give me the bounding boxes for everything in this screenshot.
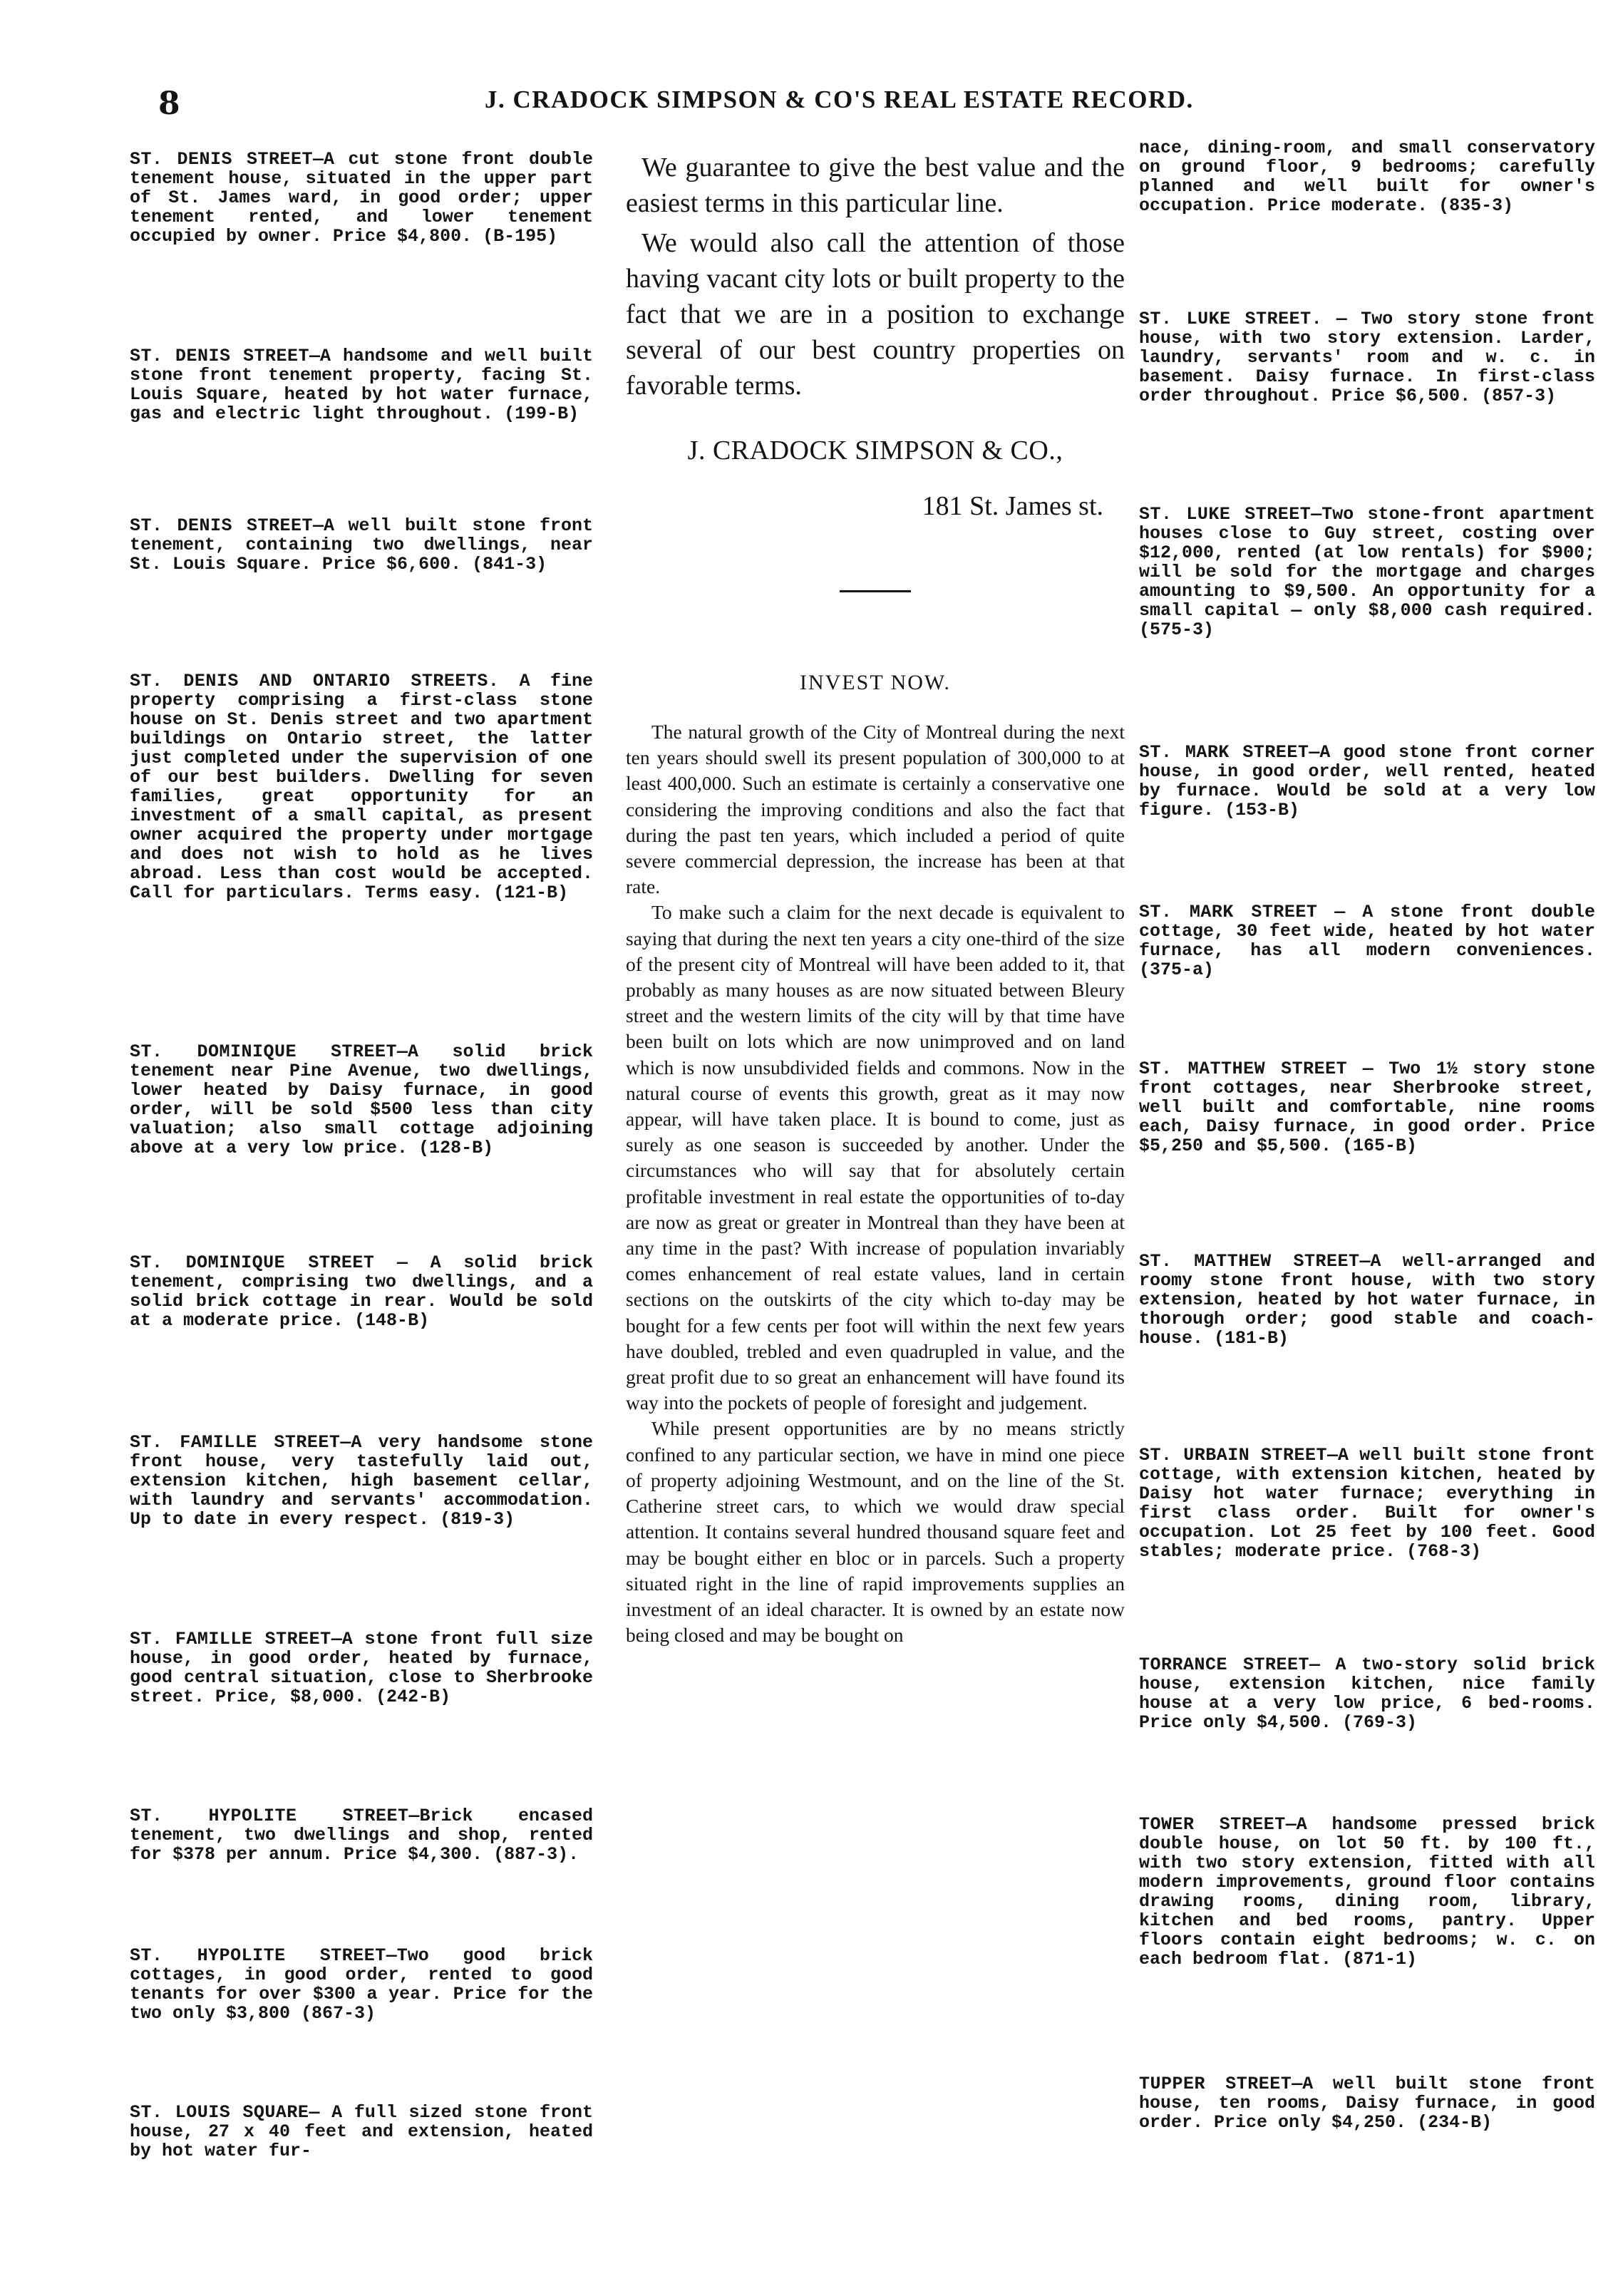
listing [130,671,593,902]
company-name: J. CRADOCK SIMPSON & CO., [687,436,1063,465]
listing [1139,2074,1595,2132]
listing-street: ST. MARK STREET [1139,902,1318,922]
listing-text: —A handsome pressed brick double house, on lot 50 ft. by 100 ft., with two story extension, fitted with all modern improvements, ground floor contains drawing rooms, dining room, library, kitchen and bed rooms, pantry. Upper floors contain eight bedrooms; w. c. on each bedroom flat. (871-1) [1139,1814,1596,1970]
listing [130,2103,593,2161]
invest-paragraph: While present opportunities are by no means strictly confined to any particular section, we have in mind one piece of property adjoining Westmount, and on the line of the St. Catherine street cars, to which we would draw special attention. It contains several hundred thousand square feet and may be bought either en bloc or in parcels. Such a property situated right in the line of rapid improvements supplies an investment of an ideal character. It is owned by an estate now being closed and may be bought on [626,1417,1125,1647]
listing [130,150,593,246]
listing-text: —A handsome and well built stone front tenement property, facing St. Louis Square, heated by hot water furnace, gas and electric light throughout. (199-B) [130,346,593,424]
listing-text: —A good stone front corner house, in good order, well rented, heated by furnace. Would be sold at a very low figure. (153-B) [1139,742,1595,820]
listing-street: TORRANCE STREET [1139,1654,1310,1675]
page-number: 8 [158,86,180,122]
listing-text: —A well built stone front cottage, with extension kitchen, heated by Daisy hot water furnace; everything in first class order. Built for owner's occupation. Lot 25 feet by 100 feet. Good stables; moderate price. (768-3) [1139,1445,1596,1562]
invest-paragraph: To make such a claim for the next decade is equivalent to saying that during the next ten years a city one-third of the size of the present city of Montreal will have been added to it, that probably as many houses as are now situated between Bleury street and the western limits of the city will by that time have been built on lots which are now unimproved and on land which is now unsubdivided fields and commons. Now in the natural course of events this growth, great as it may now appear, will have taken place. It is bound to come, just as surely as one season is succeeded by another. Under the circumstances who will say that for absolutely certain profitable investment in real estate the opportunities of to-day are now as great or greater in Montreal than they have been at any time in the past? With increase of population invariably comes enhancement of real estate values, land in certain sections on the outskirts of the city which to-day may be bought for a few cents per foot will within the next few years have doubled, trebled and even quadrupled in value, and the great profit due to so great an enhancement will have found its way into the pockets of people of foresight and judgement. [626,901,1125,1414]
invest-paragraph: The natural growth of the City of Montreal during the next ten years should swell its present population of 300,000 to at least 400,000. Such an estimate is certainly a conservative one considering the improving conditions and also the fact that during the past ten years, which included a period of quite severe commercial depression, the increase has been at that rate. [626,721,1125,898]
listing-street: ST. URBAIN STREET [1139,1445,1328,1466]
listing-street: ST. FAMILLE STREET [130,1432,341,1453]
listing-street: ST. MATTHEW STREET [1139,1059,1348,1079]
listing-street: ST. DENIS STREET [130,346,309,366]
listing-street: ST. DENIS STREET [130,515,314,536]
listing-text: —A well-arranged and roomy stone front house, with two story extension, heated by hot water furnace, in thorough order; good stable and coach-house. (181-B) [1139,1251,1595,1349]
listing [130,516,593,574]
company-address: 181 St. James st. [922,491,1103,521]
listing-street: ST. DENIS STREET [130,149,314,170]
listing-street: ST. HYPOLITE STREET [130,1945,386,1966]
listing-text: — Two 1½ story stone front cottages, near Sherbrooke street, well built and comfortable, nine rooms each, Daisy furnace, in good order. Price $5,250 and $5,500. (165-B) [1139,1059,1595,1156]
listing-street: ST. FAMILLE STREET [130,1629,331,1649]
listing-text: —A well built stone front tenement, containing two dwellings, near St. Louis Square. Price $6,600. (841-3) [130,515,594,575]
listing-street: TUPPER STREET [1139,2074,1292,2094]
listing-text: — A solid brick tenement, comprising two dwellings, and a solid brick cottage in rear. Would be sold at a moderate price. (148-B) [130,1252,593,1331]
listing [130,1253,593,1330]
listing-street: ST. LUKE STREET. [1139,309,1323,329]
listing-text: —Two stone-front apartment houses close to Guy street, costing over $12,000, rented (at low rentals) for $900; will be sold for the mortgage and charges amounting to $9,500. An opportunity for a small capital — only $8,000 cash required. (575-3) [1139,504,1595,640]
listing-street: ST. DOMINIQUE STREET [130,1041,397,1062]
listing [130,346,593,423]
listing-text: — A stone front double cottage, 30 feet wide, heated by hot water furnace, has all modern conveniences. (375-a) [1139,902,1595,980]
lead-paragraph: We would also call the attention of those having vacant city lots or built property to the fact that we are in a position to exchange several of our best country properties on favorable terms. [626,228,1125,401]
listing-street: ST. MATTHEW STREET [1139,1251,1360,1272]
invest-now-heading: INVEST NOW. [799,671,951,694]
listing-street: ST. DOMINIQUE STREET [130,1252,375,1273]
listing [1139,309,1595,406]
listing-street: ST. LUKE STREET [1139,504,1311,525]
listing [130,1042,593,1158]
listing [1139,743,1595,820]
listing [1139,1655,1595,1732]
listing [1139,505,1595,639]
section-rule [840,590,911,592]
listing-street: ST. LOUIS SQUARE [130,2102,309,2123]
listing [1139,1815,1595,1969]
listing [130,1946,593,2023]
listing-text: —A stone front full size house, in good order, heated by furnace, good central situation, close to Sherbrooke street. Price, $8,000. (242-B) [130,1629,594,1707]
listing-street: ST. MARK STREET [1139,742,1309,763]
listing [130,1806,593,1864]
listing-text: —A well built stone front house, ten rooms, Daisy furnace, in good order. Price only $4,250. (234-B) [1139,2074,1595,2133]
listing-text: —Brick encased tenement, two dwellings and shop, rented for $378 per annum. Price $4,300. (887-3). [130,1806,593,1865]
listing-text: — Two story stone front house, with two story extension. Larder, laundry, servants' room and w. c. in basement. Daisy furnace. In first-class order throughout. Price $6,500. (857-3) [1139,309,1595,406]
listing [1139,902,1595,979]
listing-text: —A cut stone front double tenement house, situated in the upper part of St. James ward, in good order; upper tenement rented, and lower tenement occupied by owner. Price $4,800. (B-195) [130,149,594,247]
middle-column [626,150,1125,1648]
running-head: J. CRADOCK SIMPSON & CO'S REAL ESTATE RECORD. [485,86,1194,113]
listing [1139,1446,1595,1561]
listing-text: —A very handsome stone front house, very tastefully laid out, extension kitchen, high basement cellar, with laundry and servants' accommodation. Up to date in every respect. (819-3) [130,1432,593,1530]
listing [1139,1252,1595,1348]
invest-now-body [626,719,1125,1648]
listing-text: A fine property comprising a first-class stone house on St. Denis street and two apartment buildings on Ontario street, the latter just completed under the supervision of one of our best builders. Dwelling for seven families, great opportunity for an investment of a small capital, as present owner acquired the property under mortgage and does not wish to hold as he lives abroad. Less than cost would be accepted. Call for particulars. Terms easy. (121-B) [130,671,594,903]
page-header [0,80,1608,130]
listing-street: ST. HYPOLITE STREET [130,1806,409,1826]
listing [1139,138,1595,215]
listing [130,1433,593,1529]
lead-paragraphs [626,150,1125,403]
listing-text: —A solid brick tenement near Pine Avenue, two dwellings, lower heated by Daisy furnace, in good order, will be sold $500 less than city valuation; also small cottage adjoining above at a very low price. (128-B) [130,1041,593,1158]
listing-text: nace, dining-room, and small conservatory on ground floor, 9 bedrooms; carefully planned and well built for owner's occupation. Price moderate. (835-3) [1139,138,1595,216]
listing [130,1630,593,1706]
listing-street: ST. DENIS AND ONTARIO STREETS. [130,671,500,691]
lead-paragraph: We guarantee to give the best value and the easiest terms in this particular line. [626,153,1125,218]
listing-text: — A two-story solid brick house, extension kitchen, nice family house at a very low price, 6 bed-rooms. Price only $4,500. (769-3) [1139,1654,1595,1733]
listing-text: —Two good brick cottages, in good order, rented to good tenants for over $300 a year. Price for the two only $3,800 (867-3) [130,1945,593,2024]
listing-text: — A full sized stone front house, 27 x 40 feet and extension, heated by hot water fur- [130,2102,593,2161]
listing [1139,1059,1595,1155]
listing-street: TOWER STREET [1139,1814,1286,1835]
